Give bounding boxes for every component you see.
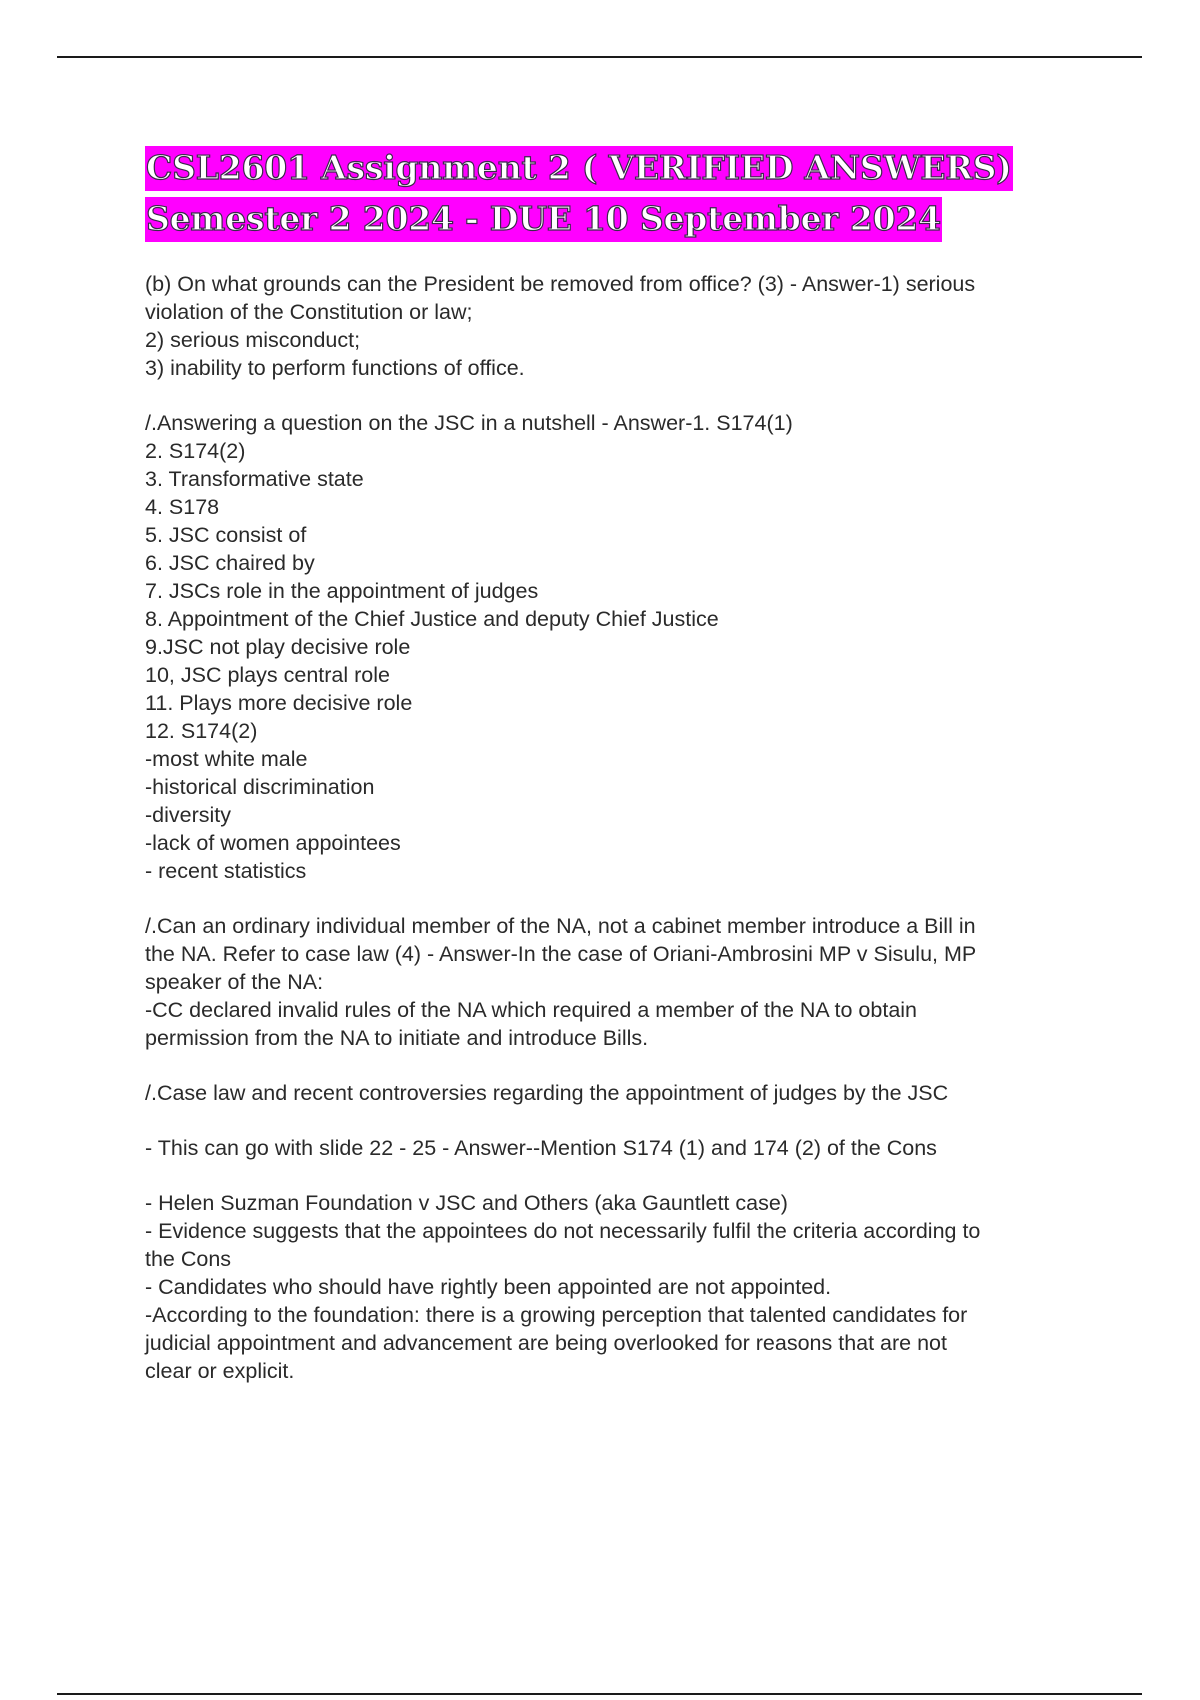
text-line: 3. Transformative state — [145, 467, 364, 491]
text-line: the Cons — [145, 1247, 232, 1271]
text-line: 7. JSCs role in the appointment of judges — [145, 579, 539, 603]
text-block — [145, 1079, 1095, 1107]
text-block — [145, 1189, 1095, 1385]
text-line: - recent statistics — [145, 859, 307, 883]
text-line: - This can go with slide 22 - 25 - Answer--Mention S174 (1) and 174 (2) of the Cons — [145, 1136, 937, 1160]
document-title — [145, 142, 1095, 244]
text-line: 2. S174(2) — [145, 439, 246, 463]
text-line: -CC declared invalid rules of the NA which required a member of the NA to obtain — [145, 998, 918, 1022]
document-body — [145, 270, 1095, 1412]
text-line: violation of the Constitution or law; — [145, 300, 473, 324]
text-line: 3) inability to perform functions of office. — [145, 356, 525, 380]
text-block — [145, 409, 1095, 885]
text-line: permission from the NA to initiate and introduce Bills. — [145, 1026, 649, 1050]
text-line: 2) serious misconduct; — [145, 328, 361, 352]
text-line: - Candidates who should have rightly been appointed are not appointed. — [145, 1275, 832, 1299]
text-line: -most white male — [145, 747, 308, 771]
text-line: 4. S178 — [145, 495, 220, 519]
text-line: speaker of the NA: — [145, 970, 324, 994]
text-line: -lack of women appointees — [145, 831, 401, 855]
text-line: the NA. Refer to case law (4) - Answer-In the case of Oriani-Ambrosini MP v Sisulu, MP — [145, 942, 977, 966]
title-highlight: CSL2601 Assignment 2 ( VERIFIED ANSWERS) Semester 2 2024 - DUE 10 September 2024 — [145, 146, 1013, 242]
text-line: 5. JSC consist of — [145, 523, 307, 547]
text-line: 12. S174(2) — [145, 719, 258, 743]
text-line: judicial appointment and advancement are being overlooked for reasons that are not — [145, 1331, 947, 1355]
text-line: -historical discrimination — [145, 775, 375, 799]
text-line: clear or explicit. — [145, 1359, 295, 1383]
text-line: /.Can an ordinary individual member of the NA, not a cabinet member introduce a Bill in — [145, 914, 976, 938]
text-line: /.Answering a question on the JSC in a nutshell - Answer-1. S174(1) — [145, 411, 793, 435]
text-line: (b) On what grounds can the President be removed from office? (3) - Answer-1) serious — [145, 272, 976, 296]
bottom-rule — [57, 1693, 1142, 1695]
text-line: - Evidence suggests that the appointees do not necessarily fulfil the criteria according to — [145, 1219, 981, 1243]
text-line: 11. Plays more decisive role — [145, 691, 413, 715]
text-block — [145, 1134, 1095, 1162]
text-block — [145, 912, 1095, 1052]
text-block — [145, 270, 1095, 382]
text-line: 9.JSC not play decisive role — [145, 635, 411, 659]
text-line: 6. JSC chaired by — [145, 551, 315, 575]
text-line: -diversity — [145, 803, 232, 827]
text-line: - Helen Suzman Foundation v JSC and Others (aka Gauntlett case) — [145, 1191, 788, 1215]
text-line: 8. Appointment of the Chief Justice and deputy Chief Justice — [145, 607, 719, 631]
text-line: -According to the foundation: there is a growing perception that talented candidates for — [145, 1303, 968, 1327]
top-rule — [57, 56, 1142, 58]
text-line: /.Case law and recent controversies regarding the appointment of judges by the JSC — [145, 1081, 949, 1105]
text-line: 10, JSC plays central role — [145, 663, 390, 687]
